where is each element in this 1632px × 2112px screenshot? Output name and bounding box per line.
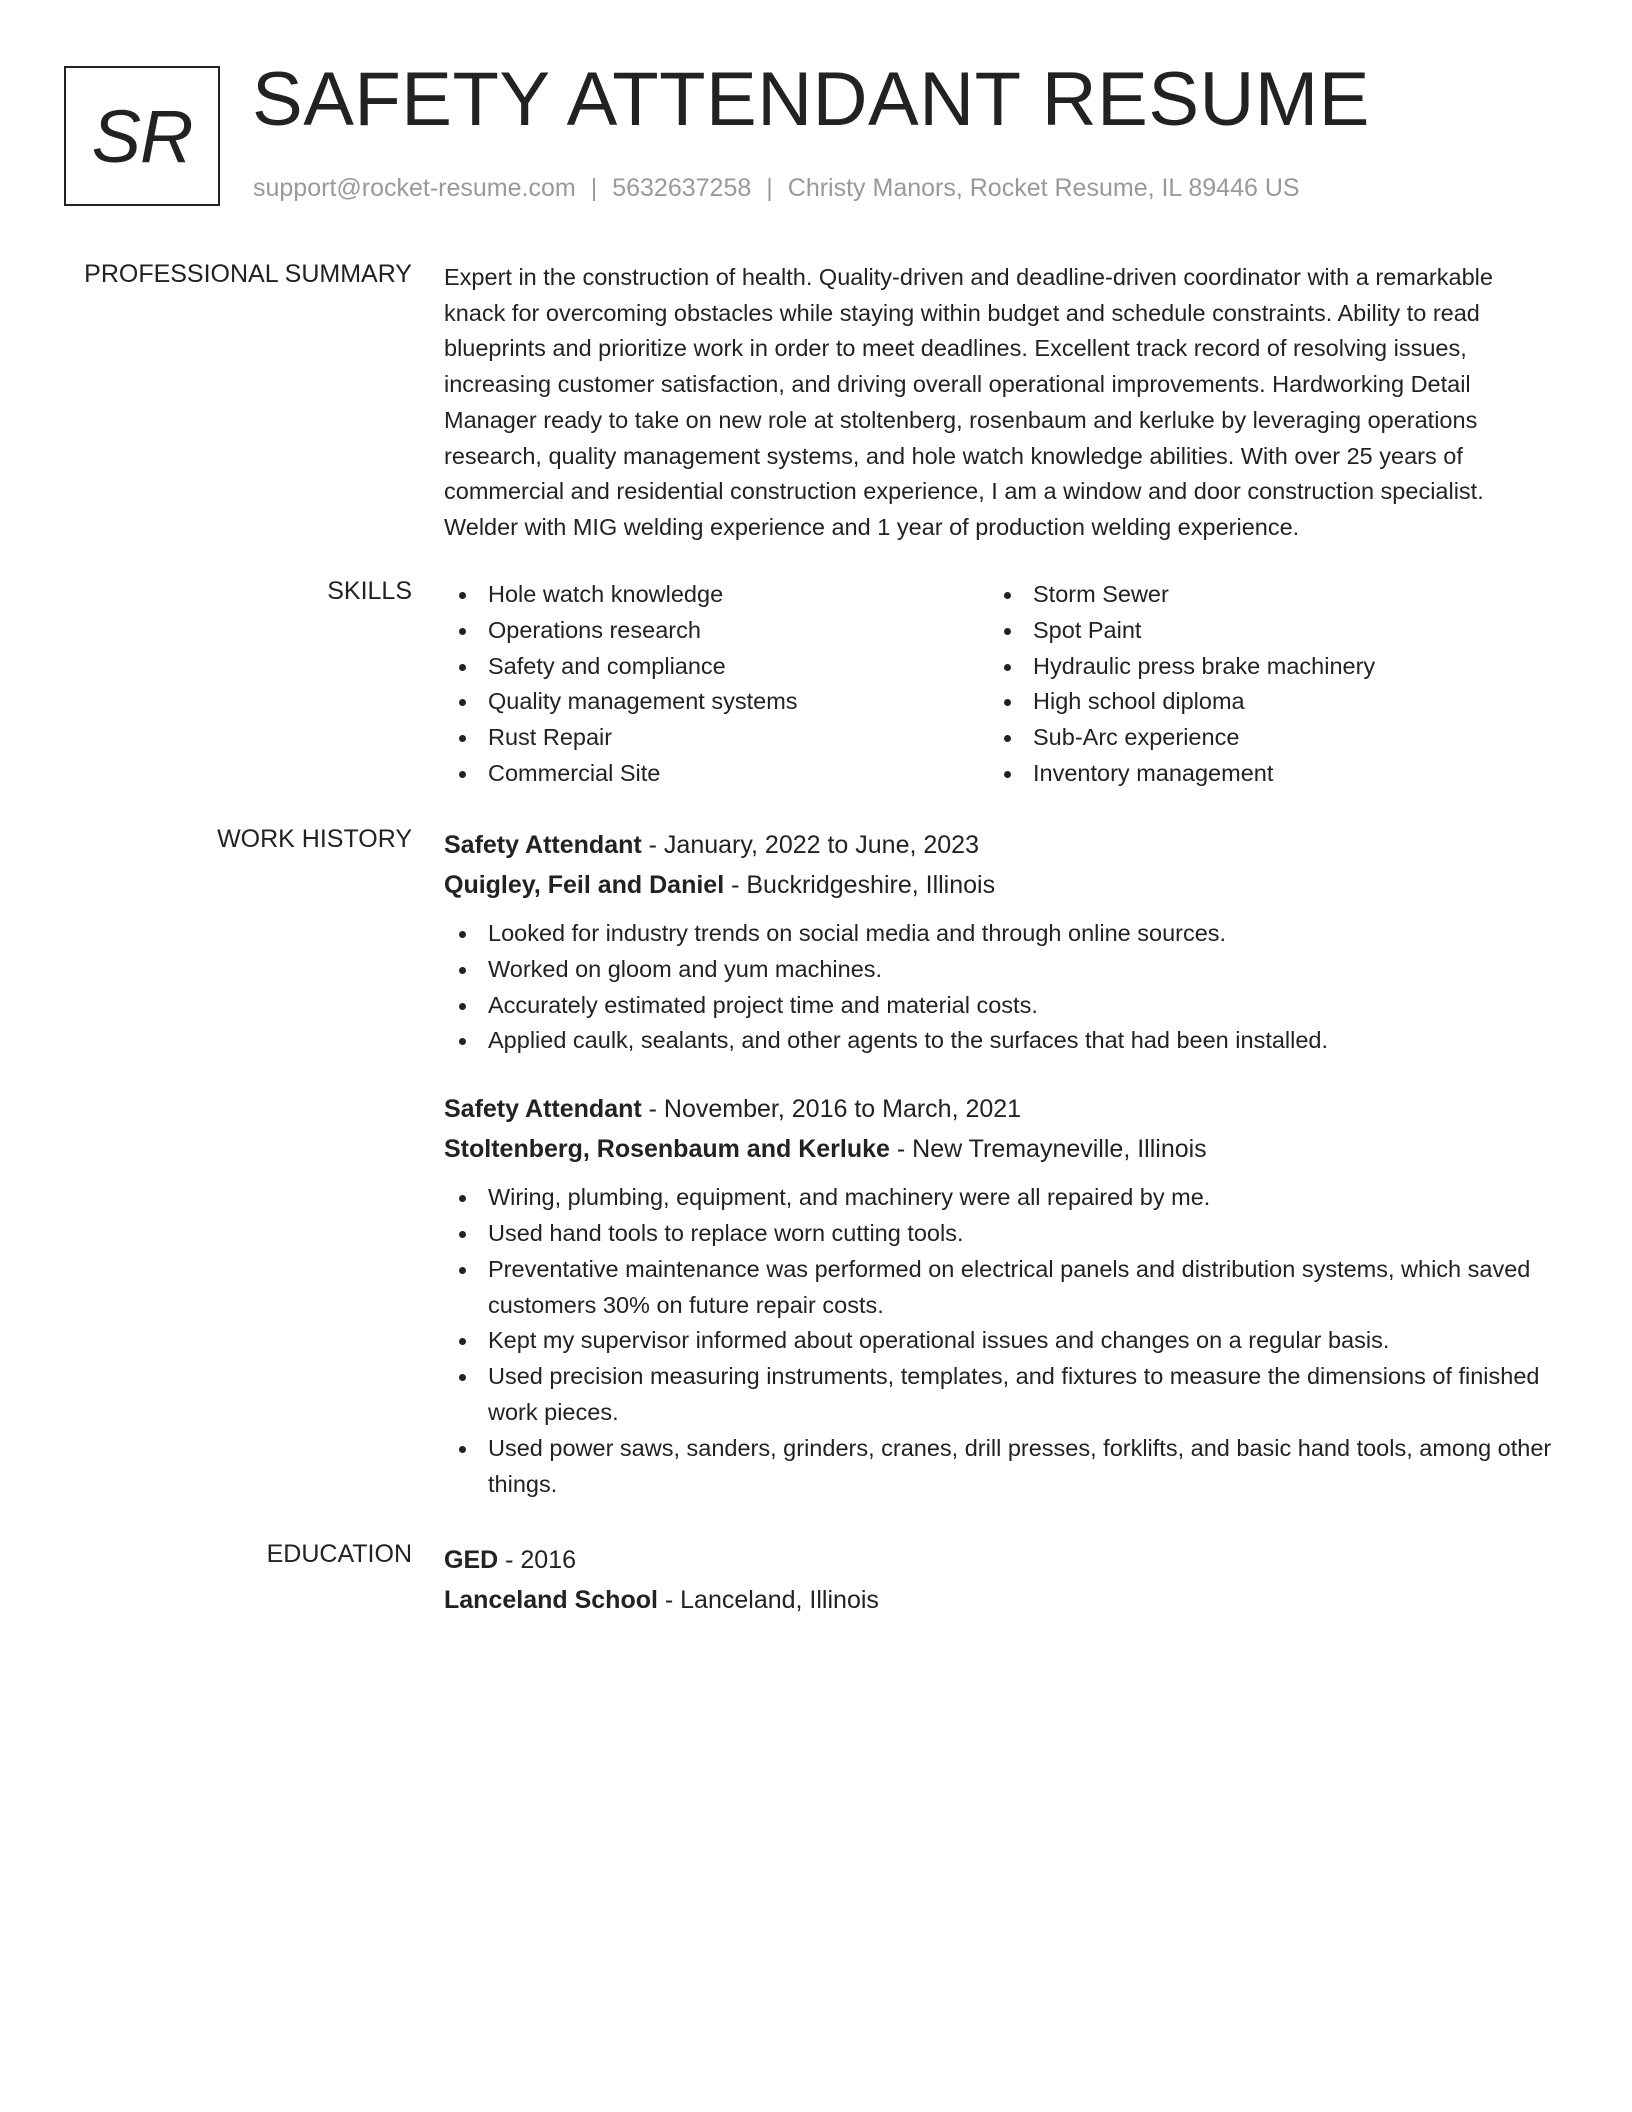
job-bullet: Applied caulk, sealants, and other agents to the surfaces that had been installed. <box>444 1023 1554 1059</box>
job-title-line <box>444 1089 1554 1129</box>
skill-item: Spot Paint <box>989 613 1534 649</box>
contact-address: Christy Manors, Rocket Resume, IL 89446 US <box>787 174 1300 202</box>
skill-item: Inventory management <box>989 756 1534 792</box>
job-bullet-list <box>444 916 1554 1059</box>
job-dates: - November, 2016 to March, 2021 <box>641 1095 1022 1124</box>
contact-separator: | <box>766 174 773 202</box>
job-company: Quigley, Feil and Daniel <box>444 871 725 899</box>
summary-body <box>444 260 1554 546</box>
skill-item: Quality management systems <box>444 684 989 720</box>
skill-item: Safety and compliance <box>444 649 989 685</box>
skill-item: Hole watch knowledge <box>444 577 989 613</box>
skill-item: Commercial Site <box>444 756 989 792</box>
summary-heading: PROFESSIONAL SUMMARY <box>84 260 412 288</box>
initials-monogram: SR <box>64 66 220 206</box>
skill-item: Sub-Arc experience <box>989 720 1534 756</box>
skills-heading: SKILLS <box>327 577 412 605</box>
education-heading: EDUCATION <box>266 1540 412 1568</box>
contact-separator: | <box>590 174 598 202</box>
contact-email[interactable]: support@rocket-resume.com <box>253 174 576 202</box>
contact-line <box>253 174 1300 203</box>
skill-item: Storm Sewer <box>989 577 1534 613</box>
job-entry <box>444 1089 1554 1502</box>
degree-line <box>444 1540 1554 1580</box>
job-company-line <box>444 865 1554 905</box>
job-bullet: Used power saws, sanders, grinders, cranes, drill presses, forklifts, and basic hand tools, among other things. <box>444 1431 1554 1503</box>
job-bullet: Looked for industry trends on social media and through online sources. <box>444 916 1554 952</box>
skill-item: Hydraulic press brake machinery <box>989 649 1534 685</box>
skill-item: Rust Repair <box>444 720 989 756</box>
job-dates: - January, 2022 to June, 2023 <box>641 831 979 859</box>
summary-text: Expert in the construction of health. Quality-driven and deadline-driven coordinator with a remarkable knack for overcoming obstacles while staying within budget and schedule constraints. Ability to read blueprints and prioritize work in order to meet deadlines. Excellent track record of resolving issues, increasing customer satisfaction, and driving overall operational improvements. Hardworking Detail Manager ready to take on new role at stoltenberg, rosenbaum and kerluke by leveraging operations research, quality management systems, and hole watch knowledge abilities. With over 25 years of commercial and residential construction experience, I am a window and door construction specialist. Welder with MIG welding experience and 1 year of production welding experience. <box>444 264 1493 540</box>
education-body <box>444 1540 1554 1620</box>
job-bullet: Accurately estimated project time and material costs. <box>444 988 1554 1024</box>
school-location: - Lanceland, Illinois <box>657 1586 879 1614</box>
degree: GED <box>444 1546 499 1574</box>
job-company: Stoltenberg, Rosenbaum and Kerluke <box>444 1135 890 1164</box>
skill-item: High school diploma <box>989 684 1534 720</box>
job-bullet: Kept my supervisor informed about operational issues and changes on a regular basis. <box>444 1323 1554 1359</box>
school-line <box>444 1580 1554 1620</box>
job-title: Safety Attendant <box>444 1095 642 1124</box>
job-entry <box>444 825 1554 1059</box>
skills-list-right <box>989 577 1534 792</box>
work-history-body <box>444 825 1554 1502</box>
job-bullet: Worked on gloom and yum machines. <box>444 952 1554 988</box>
job-bullet: Wiring, plumbing, equipment, and machinery were all repaired by me. <box>444 1180 1554 1216</box>
job-company-line <box>444 1129 1554 1169</box>
resume-title: SAFETY ATTENDANT RESUME <box>252 57 1370 142</box>
job-bullet: Preventative maintenance was performed on electrical panels and distribution systems, which saved customers 30% on future repair costs. <box>444 1252 1554 1324</box>
school-name: Lanceland School <box>444 1586 658 1614</box>
skill-item: Operations research <box>444 613 989 649</box>
degree-year: - 2016 <box>498 1546 577 1574</box>
job-bullet: Used precision measuring instruments, templates, and fixtures to measure the dimensions of finished work pieces. <box>444 1359 1554 1431</box>
work-history-heading: WORK HISTORY <box>217 825 412 853</box>
job-bullet-list <box>444 1180 1554 1502</box>
skills-list-left <box>444 577 989 792</box>
job-location: - Buckridgeshire, Illinois <box>724 871 996 899</box>
skills-body <box>444 577 1554 792</box>
job-title: Safety Attendant <box>444 831 642 859</box>
contact-phone[interactable]: 5632637258 <box>612 174 752 202</box>
job-title-line <box>444 825 1554 865</box>
job-bullet: Used hand tools to replace worn cutting tools. <box>444 1216 1554 1252</box>
job-location: - New Tremayneville, Illinois <box>889 1135 1207 1164</box>
